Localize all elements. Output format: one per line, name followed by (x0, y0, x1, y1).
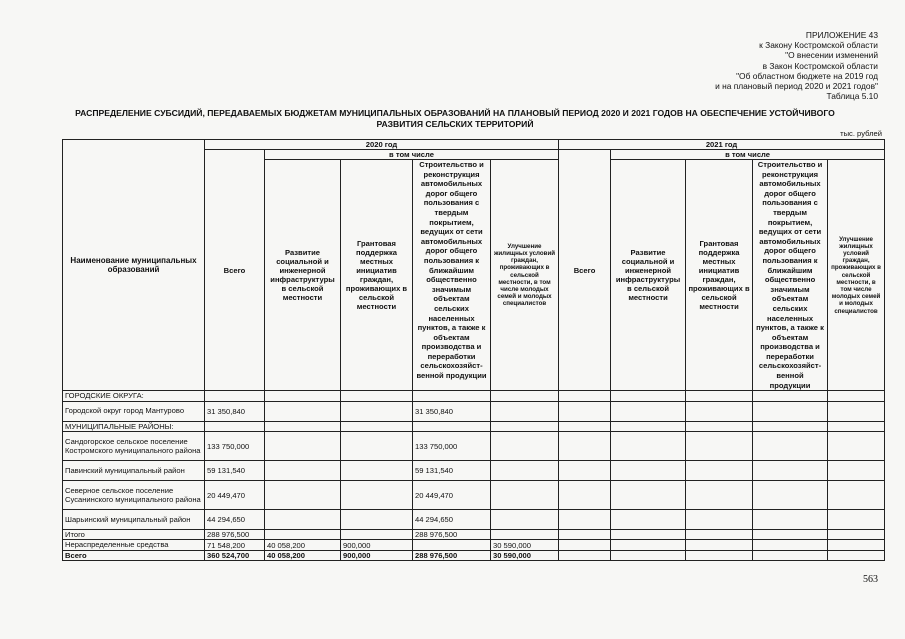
row-infra (265, 481, 341, 510)
row-name: Сандогорское сельское поселение Костромского муниципального района (63, 432, 205, 461)
header-line: "О внесении изменений (785, 50, 878, 61)
row-roads: 288 976,500 (413, 550, 491, 560)
row-grant (341, 401, 413, 421)
table-row (63, 530, 885, 540)
table-row (63, 401, 885, 421)
table-row (63, 391, 885, 401)
row-roads: 133 750,000 (413, 432, 491, 461)
table-row (63, 510, 885, 530)
row-infra (265, 432, 341, 461)
in-total-2021-header: в том числе (611, 150, 885, 160)
row-housing: 30 590,000 (491, 550, 559, 560)
row-housing: 30 590,000 (491, 540, 559, 550)
grant-2021-header: Грантовая поддержка местных инициатив граждан, проживающих в сельской местности (686, 160, 753, 391)
row-housing (491, 481, 559, 510)
row-housing (491, 401, 559, 421)
row-name: ГОРОДСКИЕ ОКРУГА: (63, 391, 205, 401)
row-total: 20 449,470 (205, 481, 265, 510)
header-line: к Закону Костромской области (759, 40, 878, 51)
row-name: Павинский муниципальный район (63, 461, 205, 481)
in-total-2020-header: в том числе (265, 150, 559, 160)
row-infra: 40 058,200 (265, 550, 341, 560)
total-row (63, 550, 885, 560)
row-total: 31 350,840 (205, 401, 265, 421)
row-infra (265, 401, 341, 421)
row-housing (491, 432, 559, 461)
row-total (205, 421, 265, 431)
table-row (63, 540, 885, 550)
document-title: РАСПРЕДЕЛЕНИЕ СУБСИДИЙ, ПЕРЕДАВАЕМЫХ БЮДЖЕТАМ МУНИЦИПАЛЬНЫХ ОБРАЗОВАНИЙ НА ПЛАНОВЫЙ ПЕРИОД 2020 И 2021 ГОДОВ НА ОБЕСПЕЧЕНИЕ УСТОЙЧИВОГО РАЗВИТИЯ СЕЛЬСКИХ ТЕРРИТОРИЙ (75, 108, 835, 129)
row-grant (341, 421, 413, 431)
row-name: Шарьинский муниципальный район (63, 510, 205, 530)
row-roads: 59 131,540 (413, 461, 491, 481)
housing-2021-header: Улучшение жилищных условий граждан, проживающих в сельской местности, в том числе молодых семей и молодых специалистов (828, 160, 885, 391)
row-grant (341, 481, 413, 510)
row-name: Северное сельское поселение Сусанинского муниципального района (63, 481, 205, 510)
roads-2020-header: Строительство и реконструкция автомобильных дорог общего пользования с твердым покрытием, ведущих от сети автомобильных дорог общего пользования к ближайшим общественно значимым объектам сельских населенных пунктов, а также к объектам производства и переработки сельскохозяйст-венной продукции (413, 160, 491, 391)
header-line: "Об областном бюджете на 2019 год (736, 70, 878, 81)
row-infra (265, 391, 341, 401)
year-2021-header: 2021 год (559, 140, 885, 150)
row-name: МУНИЦИПАЛЬНЫЕ РАЙОНЫ: (63, 421, 205, 431)
appendix-header (715, 30, 878, 101)
row-grant (341, 391, 413, 401)
row-roads: 288 976,500 (413, 530, 491, 540)
row-housing (491, 530, 559, 540)
row-name: Нераспределенные средства (63, 540, 205, 550)
row-grant: 900,000 (341, 540, 413, 550)
header-line: и на плановый период 2020 и 2021 годов" (715, 81, 878, 92)
header-line: Таблица 5.10 (826, 91, 878, 102)
grant-2020-header: Грантовая поддержка местных инициатив граждан, проживающих в сельской местности (341, 160, 413, 391)
row-roads: 44 294,650 (413, 510, 491, 530)
name-column-header: Наименование муниципальных образований (63, 140, 205, 391)
row-housing (491, 461, 559, 481)
row-total: 288 976,500 (205, 530, 265, 540)
roads-2021-header: Строительство и реконструкция автомобильных дорог общего пользования с твердым покрытием, ведущих от сети автомобильных дорог общего пользования к ближайшим общественно значимым объектам сельских населенных пунктов, а также к объектам производства и переработки сельскохозяйст-венной продукции (753, 160, 828, 391)
year-2020-header: 2020 год (205, 140, 559, 150)
total-2020-header: Всего (205, 150, 265, 391)
row-grant: 900,000 (341, 550, 413, 560)
table-row (63, 481, 885, 510)
header-line: ПРИЛОЖЕНИЕ 43 (805, 30, 878, 40)
row-housing (491, 510, 559, 530)
row-roads: 20 449,470 (413, 481, 491, 510)
row-housing (491, 391, 559, 401)
total-2021-header: Всего (559, 150, 611, 391)
row-name: Итого (63, 530, 205, 540)
row-infra (265, 510, 341, 530)
row-roads (413, 391, 491, 401)
table-row (63, 461, 885, 481)
row-infra: 40 058,200 (265, 540, 341, 550)
table-row (63, 432, 885, 461)
row-name: Всего (63, 550, 205, 560)
table-row (63, 421, 885, 431)
row-name: Городской округ город Мантурово (63, 401, 205, 421)
row-grant (341, 432, 413, 461)
row-infra (265, 421, 341, 431)
page-number: 563 (863, 574, 878, 585)
infra-2020-header: Развитие социальной и инженерной инфраструктуры в сельской местности (265, 160, 341, 391)
row-roads (413, 421, 491, 431)
row-total (205, 391, 265, 401)
row-roads (413, 540, 491, 550)
row-roads: 31 350,840 (413, 401, 491, 421)
housing-2020-header: Улучшение жилищных условий граждан, проживающих в сельской местности, в том числе молодых семей и молодых специалистов (491, 160, 559, 391)
infra-2021-header: Развитие социальной и инженерной инфраструктуры в сельской местности (611, 160, 686, 391)
row-grant (341, 510, 413, 530)
header-line: в Закон Костромской области (762, 60, 878, 71)
units-label: тыс. рублей (840, 129, 882, 138)
subsidy-table (62, 139, 885, 561)
row-total: 71 548,200 (205, 540, 265, 550)
row-infra (265, 530, 341, 540)
row-total: 59 131,540 (205, 461, 265, 481)
row-total: 44 294,650 (205, 510, 265, 530)
row-total: 360 524,700 (205, 550, 265, 560)
row-infra (265, 461, 341, 481)
row-grant (341, 530, 413, 540)
row-total: 133 750,000 (205, 432, 265, 461)
row-housing (491, 421, 559, 431)
row-grant (341, 461, 413, 481)
